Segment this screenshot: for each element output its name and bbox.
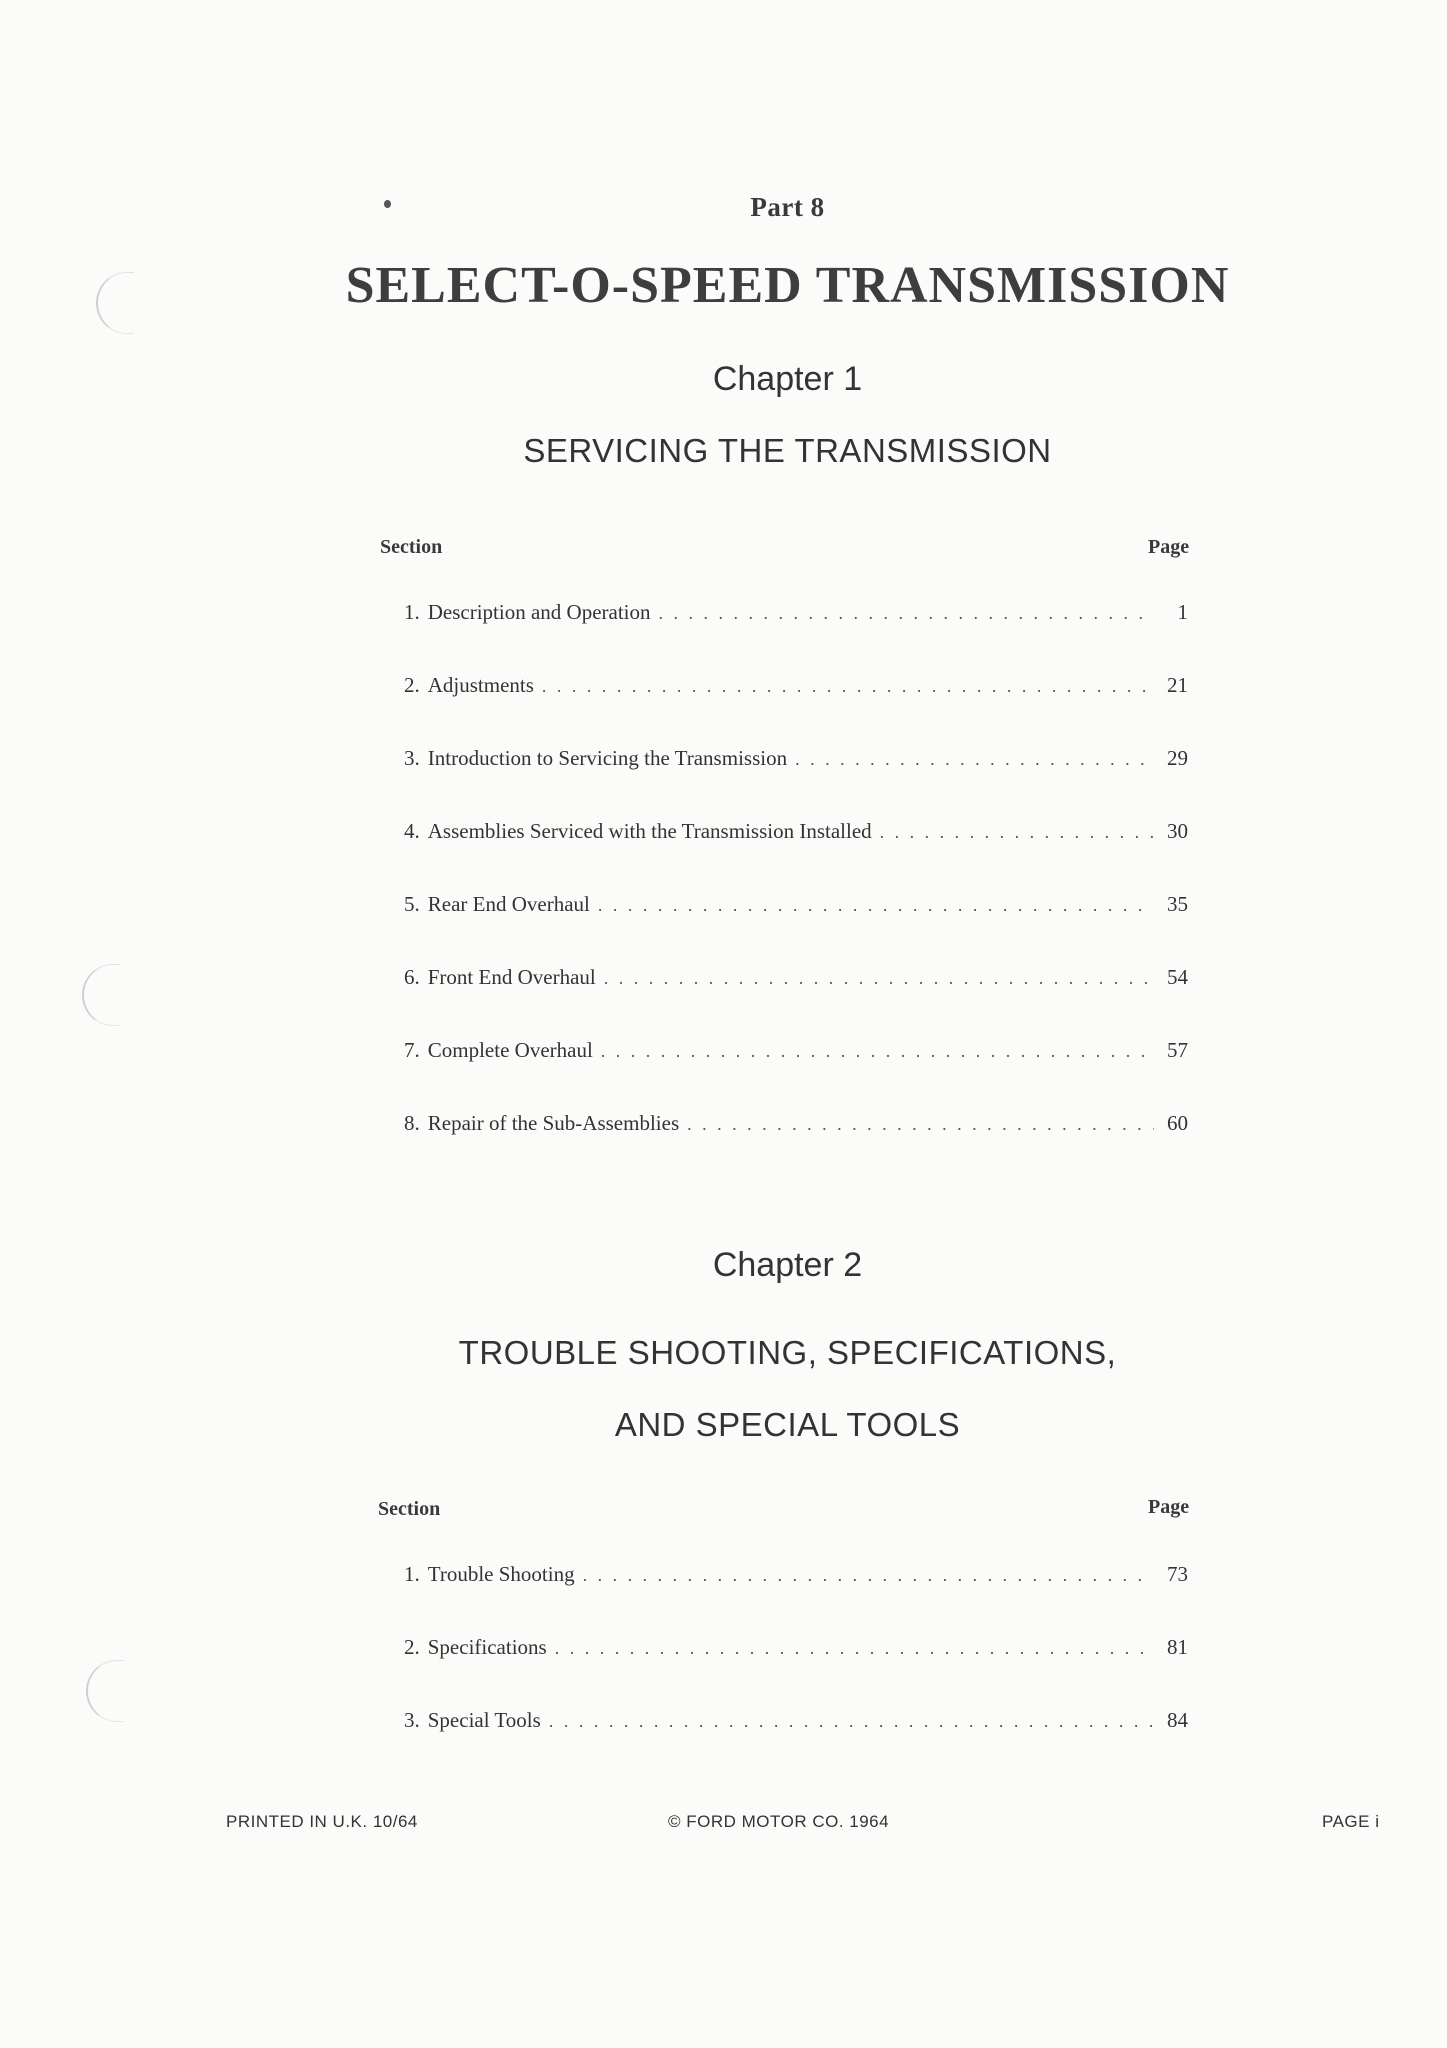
toc-entry-number: 4. [404,819,420,843]
chapter-2-page-header: Page [1148,1496,1190,1518]
toc-entry-page: 81 [1167,1635,1188,1659]
chapter-2-title-line-1: TROUBLE SHOOTING, SPECIFICATIONS, [458,1334,1117,1371]
toc-entry-number: 2. [404,673,420,697]
toc-entry-number: 3. [404,1708,420,1732]
page-title: SELECT-O-SPEED TRANSMISSION [345,257,1230,314]
toc-entry-label: Introduction to Servicing the Transmission [427,746,788,770]
toc-entry-label: Complete Overhaul [427,1038,593,1062]
toc-entry-label: Trouble Shooting [427,1562,575,1586]
toc-entry[interactable] [404,1111,1188,1139]
toc-entry-page: 84 [1167,1708,1188,1732]
toc-entry-label: Front End Overhaul [427,965,596,989]
toc-entry[interactable] [404,1635,1188,1663]
toc-entry-page: 54 [1167,965,1188,989]
dot-leader [601,1041,1154,1062]
punch-hole-middle [82,964,120,1026]
toc-entry-label: Description and Operation [427,600,651,624]
toc-entry-label: Repair of the Sub-Assemblies [427,1111,680,1135]
toc-entry-page: 73 [1167,1562,1188,1586]
dot-leader [687,1114,1154,1135]
toc-entry-page: 1 [1177,600,1188,624]
toc-entry-number: 7. [404,1038,420,1062]
toc-entry-label: Adjustments [427,673,534,697]
toc-entry-label: Rear End Overhaul [427,892,590,916]
toc-entry[interactable] [404,1038,1188,1066]
toc-entry-number: 5. [404,892,420,916]
chapter-1-title: SERVICING THE TRANSMISSION [523,432,1052,469]
chapter-1-heading: Chapter 1 [712,360,863,398]
dot-leader [598,895,1154,916]
toc-entry[interactable] [404,1708,1188,1736]
toc-entry[interactable] [404,1562,1188,1590]
part-label: Part 8 [750,192,825,222]
chapter-2-heading: Chapter 2 [712,1246,863,1284]
toc-entry-number: 1. [404,1562,420,1586]
toc-entry[interactable] [404,819,1188,847]
toc-entry-number: 8. [404,1111,420,1135]
dot-leader [880,822,1154,843]
dot-leader [583,1565,1154,1586]
chapter-1-page-header: Page [1148,536,1190,558]
toc-entry-page: 30 [1167,819,1188,843]
toc-entry-page: 21 [1167,673,1188,697]
dot-leader [555,1638,1154,1659]
dot-leader [659,603,1154,624]
toc-entry-page: 60 [1167,1111,1188,1135]
chapter-1-section-header: Section [380,536,443,558]
chapter-2-title-line-2: AND SPECIAL TOOLS [614,1406,961,1443]
toc-entry[interactable] [404,892,1188,920]
toc-entry-label: Specifications [427,1635,547,1659]
toc-entry-page: 57 [1167,1038,1188,1062]
toc-entry-label: Special Tools [427,1708,541,1732]
footer-page-number: PAGE i [1322,1812,1380,1831]
toc-entry[interactable] [404,965,1188,993]
toc-entry-number: 1. [404,600,420,624]
toc-entry[interactable] [404,746,1188,774]
dot-leader [604,968,1154,989]
dot-leader [542,676,1154,697]
footer-copyright: © FORD MOTOR CO. 1964 [668,1812,890,1831]
toc-entry-label: Assemblies Serviced with the Transmission Installed [427,819,872,843]
punch-hole-bottom [86,1660,124,1722]
dot-leader [795,749,1154,770]
footer-printed-note: PRINTED IN U.K. 10/64 [226,1812,418,1831]
toc-entry-page: 29 [1167,746,1188,770]
chapter-2-section-header: Section [378,1498,441,1520]
toc-entry-number: 6. [404,965,420,989]
dot-leader [549,1711,1154,1732]
toc-entry[interactable] [404,673,1188,701]
toc-entry-number: 3. [404,746,420,770]
toc-entry-page: 35 [1167,892,1188,916]
toc-entry[interactable] [404,600,1188,628]
toc-entry-number: 2. [404,1635,420,1659]
